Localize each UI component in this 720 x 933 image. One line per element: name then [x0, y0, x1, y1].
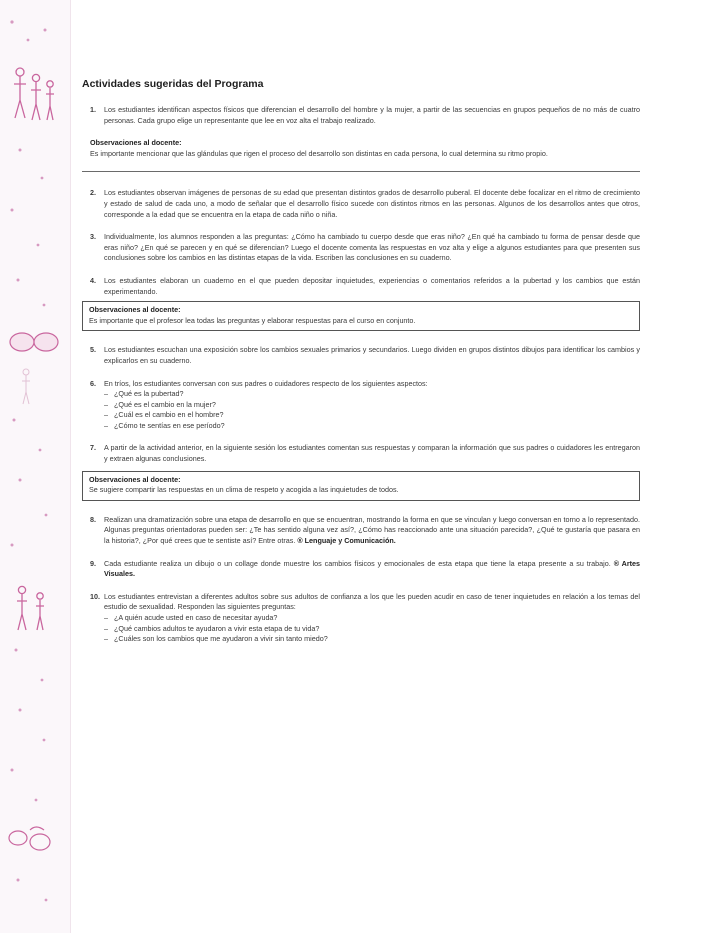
teacher-note-2: [82, 301, 640, 331]
dot-22: [45, 899, 48, 902]
dot-10: [13, 419, 16, 422]
item-number: 4.: [90, 275, 96, 285]
dot-12: [19, 479, 22, 482]
question-item: – ¿Qué cambios adultos te ayudaron a vivir esta etapa de tu vida?: [104, 623, 320, 633]
activities-content: [82, 78, 640, 657]
item-number: 7.: [90, 443, 96, 453]
item-text: Los estudiantes identifican aspectos físicos que diferencian el desarrollo del hombre y la mujer, a partir de las secuencias en grupos pequeños de no más de cuatro personas. Cada grupo elige un representante que lee en voz alta el trabajo realizado.: [104, 105, 640, 125]
note-text: Se sugiere compartir las respuestas en un clima de respeto y acogida a las inquietudes de todos.: [89, 485, 399, 495]
item-number: 3.: [90, 232, 96, 242]
dot-21: [17, 879, 20, 882]
item-number: 1.: [90, 105, 96, 114]
dot-3: [44, 29, 47, 32]
note-title: Observaciones al docente:: [90, 138, 182, 148]
question-item: – ¿A quién acude usted en caso de necesitar ayuda?: [104, 613, 278, 622]
note-text: Es importante que el profesor lea todas las preguntas y elaborar respuestas para el curso en conjunto.: [89, 315, 416, 325]
activity-item-1: [90, 105, 640, 126]
question-item: – ¿Cuáles son los cambios que me ayudaron a vivir sin tanto miedo?: [104, 634, 328, 644]
dot-5: [41, 177, 44, 180]
children-figures-icon: [17, 586, 44, 630]
dot-6: [11, 209, 14, 212]
subject-reference: ® Lenguaje y Comunicación.: [297, 536, 396, 546]
item-text: Realizan una dramatización sobre una etapa de desarrollo en que se encuentran, mostrando la forma en que se vinculan y luego conversan en torno a lo representado. Algunas preguntas orientadoras pueden ser: ¿Te has sentido alguna vez así?, ¿Cómo has reaccionado ante una situación parecida?, ¿Qué te gustaría que pasara en la historia?, ¿Por qué crees que te sentiste así? Entre otras.: [104, 514, 640, 546]
item-text: En tríos, los estudiantes conversan con sus padres o cuidadores respecto de los siguientes aspectos:: [104, 378, 428, 388]
dot-19: [11, 769, 14, 772]
faint-figure-icon: [22, 369, 30, 404]
activity-item-4: [90, 276, 640, 297]
bottom-circles-icon: [9, 827, 50, 850]
item-10-questions: [104, 613, 640, 645]
item-number: 2.: [90, 188, 96, 198]
dot-17: [19, 709, 22, 712]
dot-8: [17, 279, 20, 282]
activity-item-5: [90, 345, 640, 366]
activity-item-3: [90, 232, 640, 264]
note-title: Observaciones al docente:: [89, 474, 181, 484]
item-number: 5.: [90, 345, 96, 355]
dot-4: [19, 149, 22, 152]
item-number: 10.: [90, 591, 100, 601]
dot-15: [15, 649, 18, 652]
dot-13: [45, 514, 48, 517]
margin-illustrations: [0, 0, 70, 933]
question-item: – ¿Qué es la pubertad?: [104, 389, 184, 399]
page-title: Actividades sugeridas del Programa: [82, 78, 264, 90]
item-number: 6.: [90, 378, 96, 388]
note-text: Es importante mencionar que las glándulas que rigen el proceso del desarrollo son distintas en cada persona, lo cual determina su ritmo propio.: [90, 148, 548, 158]
activity-item-6: [90, 379, 640, 432]
item-number: 8.: [90, 514, 96, 524]
family-figures-icon: [14, 68, 54, 120]
divider-rule: [82, 171, 640, 172]
item-text: Los estudiantes escuchan una exposición sobre los cambios sexuales primarios y secundarios. Luego dividen en grupos distintos dibujos para identificar los cambios y explicarlos en su cuaderno.: [104, 345, 640, 365]
dot-9: [43, 304, 46, 307]
question-item: – ¿Qué es el cambio en la mujer?: [104, 399, 216, 409]
question-item: – ¿Cuál es el cambio en el hombre?: [104, 410, 224, 420]
item-text: A partir de la actividad anterior, en la siguiente sesión los estudiantes comentan sus respuestas y comparan la información que sus padres o cuidadores les entregaron y extraen algunas conclusiones.: [104, 443, 640, 464]
activity-item-8: [90, 515, 640, 547]
item-text: Los estudiantes observan imágenes de personas de su edad que presentan distintos grados de desarrollo puberal. El docente debe focalizar en el ritmo de crecimiento y estado de salud de cada uno, a modo de señalar que el desarrollo físico sucede con distintos ritmos en las personas. Algunos de los desarrollos antes que otros, corresponde a la edad que se encuentra en la etapa de cada niño o niña.: [104, 188, 640, 219]
dot-20: [35, 799, 38, 802]
question-item: – ¿Cómo te sentías en ese período?: [104, 420, 225, 430]
item-text: Individualmente, los alumnos responden a las preguntas: ¿Cómo ha cambiado tu cuerpo desde que eras niño? ¿En qué ha cambiado tu forma de pensar desde que eras niño? ¿En qué se parecen y en qué se diferencian? Luego el docente comenta las respuestas en voz alta y elige a algunos estudiantes para que presenten sus conclusiones sobre los cambios en las distintas etapas de la vida. Escriben las conclusiones en su cuaderno.: [104, 232, 640, 263]
dot-18: [43, 739, 46, 742]
dot-11: [39, 449, 42, 452]
item-6-questions: [104, 389, 640, 431]
dot-7: [37, 244, 40, 247]
dot-2: [27, 39, 30, 42]
dot-1: [10, 20, 13, 23]
dot-16: [41, 679, 44, 682]
activity-item-2: [90, 188, 640, 220]
circles-illustration-icon: [10, 333, 58, 351]
item-text: Los estudiantes elaboran un cuaderno en el que pueden depositar inquietudes, experiencias o comentarios referidos a la pubertad y los cambios que están experimentando.: [104, 275, 640, 296]
teacher-note-3: [82, 471, 640, 501]
subject-reference: ® Artes Visuales.: [104, 558, 641, 579]
item-text: Cada estudiante realiza un dibujo o un collage donde muestre los cambios físicos y emocionales de esta etapa que tiene la etapa presente a su trabajo.: [104, 558, 611, 568]
activity-item-9: [90, 559, 640, 580]
activity-item-7: [90, 443, 640, 464]
teacher-note-1: [90, 138, 640, 159]
item-number: 9.: [90, 558, 96, 568]
note-title: Observaciones al docente:: [89, 305, 181, 315]
dot-14: [11, 544, 14, 547]
item-text: Los estudiantes entrevistan a diferentes adultos sobre sus adultos de confianza a los que les pueden acudir en caso de tener inquietudes en relación a los temas del estudio de sexualidad. Responden las siguientes preguntas:: [104, 591, 640, 612]
activity-item-10: [90, 592, 640, 645]
